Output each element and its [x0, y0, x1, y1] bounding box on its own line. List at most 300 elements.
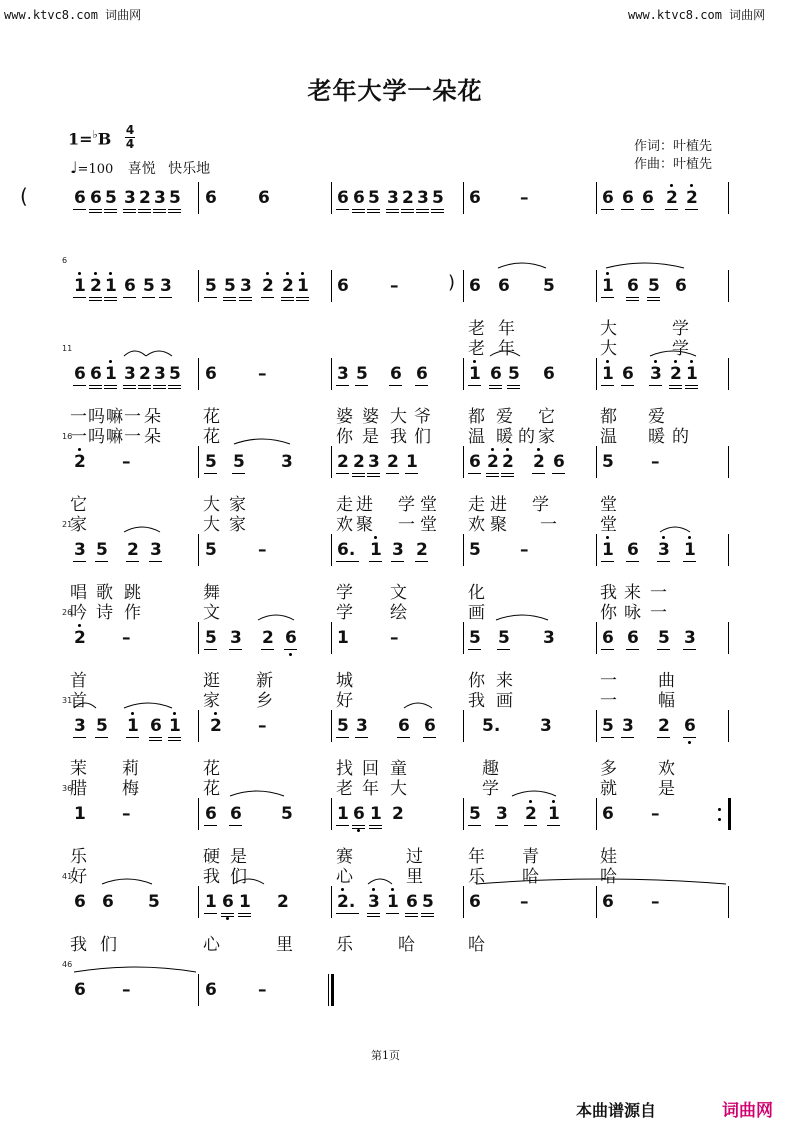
lyric-char: 赛: [336, 847, 353, 867]
note-1: 1: [205, 892, 217, 912]
note-5: 5: [648, 276, 660, 296]
lyric-char: 文: [203, 603, 220, 623]
note-5: 5: [148, 892, 160, 912]
note-6: 6: [627, 276, 639, 296]
note-3: 3: [281, 452, 293, 472]
note-5: 5: [602, 452, 614, 472]
note-5: 5: [508, 364, 520, 384]
note-1: 1: [406, 452, 418, 472]
lyric-char: 爱: [648, 407, 665, 427]
note-6: 6: [230, 804, 242, 824]
note-2: 2: [670, 364, 682, 384]
lyric-char: 爷: [414, 407, 431, 427]
note-2: 2: [387, 452, 399, 472]
slur: [146, 351, 172, 356]
note-6: 6: [337, 276, 349, 296]
page-title: 老年大学一朵花: [307, 77, 483, 105]
lyric-char: 爱: [496, 407, 513, 427]
lyric-char: 里: [406, 867, 423, 887]
note-6: 6: [469, 276, 481, 296]
note-3: 3: [356, 716, 368, 736]
note-5: 5: [96, 716, 108, 736]
note-5: 5: [368, 188, 380, 208]
note-6: 6: [74, 364, 86, 384]
lyric-char: 都: [600, 407, 617, 427]
note-5: 5: [422, 892, 434, 912]
watermark-left: www.ktvc8.com 词曲网: [4, 8, 142, 22]
lyric-char: 学: [672, 319, 689, 339]
measure-number: 26: [62, 608, 73, 617]
note-3: 3: [154, 188, 166, 208]
lyric-char: 是: [658, 779, 675, 799]
note-dash: –: [122, 980, 131, 1000]
measure-number: 46: [62, 960, 73, 969]
note-6: 6: [469, 892, 481, 912]
note-3: 3: [74, 540, 86, 560]
slur: [234, 439, 290, 444]
note-2: 2: [282, 276, 294, 296]
note-1: 1: [469, 364, 481, 384]
lyric-char: 温: [468, 427, 485, 447]
note-2: 2: [658, 716, 670, 736]
lyric-char: 是: [362, 427, 379, 447]
note-6: 6: [675, 276, 687, 296]
lyric-char: 嘛: [106, 427, 123, 447]
note-3: 3: [240, 276, 252, 296]
lyricist: 作词：叶植先: [634, 139, 713, 154]
note-6: 6: [602, 804, 614, 824]
lyric-char: 哈: [600, 867, 617, 887]
note-2: 2: [139, 364, 151, 384]
note-1: 1: [297, 276, 309, 296]
slur: [498, 263, 546, 268]
key-signature: 1=♭B: [68, 128, 112, 149]
note-2: 2: [487, 452, 499, 472]
note-6: 6: [398, 716, 410, 736]
note-6: 6: [74, 892, 86, 912]
page-number: 第1页: [371, 1049, 400, 1062]
slur: [606, 263, 684, 268]
note-5: 5: [96, 540, 108, 560]
note-6: 6: [124, 276, 136, 296]
note-5.: 5.: [482, 716, 501, 736]
note-3: 3: [650, 364, 662, 384]
note-6: 6: [353, 188, 365, 208]
note-5: 5: [105, 188, 117, 208]
lyric-char: 青: [522, 847, 539, 867]
lyric-char: 一: [398, 515, 415, 535]
note-dash: –: [651, 892, 660, 912]
lyric-char: 走: [336, 495, 353, 515]
note-6: 6: [490, 364, 502, 384]
lyric-char: 我: [390, 427, 407, 447]
lyric-char: 乐: [468, 867, 485, 887]
lyric-char: 堂: [600, 495, 617, 515]
note-1: 1: [387, 892, 399, 912]
note-6: 6: [337, 188, 349, 208]
note-6: 6: [684, 716, 696, 736]
slur: [124, 351, 146, 356]
note-2: 2: [525, 804, 537, 824]
measure-number: 11: [62, 344, 73, 353]
slur: [102, 879, 152, 884]
lyric-char: 都: [468, 407, 485, 427]
lyric-char: 我: [70, 935, 87, 955]
note-3: 3: [392, 540, 404, 560]
lyric-char: 画: [496, 691, 513, 711]
note-2: 2: [392, 804, 404, 824]
note-2: 2: [337, 452, 349, 472]
lyric-char: 乐: [70, 847, 87, 867]
slur: [496, 615, 548, 620]
note-1: 1: [602, 364, 614, 384]
lyric-char: 文: [390, 583, 407, 603]
slur: [124, 703, 172, 708]
note-3: 3: [124, 188, 136, 208]
lyric-char: 们: [414, 427, 431, 447]
note-6: 6: [102, 892, 114, 912]
slur: [660, 527, 690, 532]
lyric-char: 年: [468, 847, 485, 867]
repeat-close-paren: ): [448, 272, 456, 293]
lyric-char: 新: [256, 671, 273, 691]
lyric-char: 一: [70, 427, 87, 447]
note-3: 3: [230, 628, 242, 648]
lyric-char: 舞: [203, 583, 220, 603]
note-6.: 6.: [337, 540, 356, 560]
lyric-char: 来: [624, 583, 641, 603]
lyric-char: 曲: [658, 671, 675, 691]
lyric-char: 欢: [336, 515, 353, 535]
note-6: 6: [622, 364, 634, 384]
lyric-char: 趣: [482, 759, 499, 779]
lyric-char: 首: [70, 691, 87, 711]
note-6: 6: [74, 188, 86, 208]
lyric-char: 朵: [144, 407, 161, 427]
note-dash: –: [122, 452, 131, 472]
slur: [124, 527, 160, 532]
lyric-char: 大: [600, 319, 617, 339]
note-dash: –: [258, 540, 267, 560]
note-1: 1: [684, 540, 696, 560]
note-3: 3: [622, 716, 634, 736]
note-2: 2: [353, 452, 365, 472]
measure-number: 41: [62, 872, 73, 881]
note-2: 2: [210, 716, 222, 736]
measure-number: 16: [62, 432, 73, 441]
lyric-char: 好: [70, 867, 87, 887]
note-6: 6: [205, 804, 217, 824]
lyric-char: 诗: [96, 603, 113, 623]
note-1: 1: [105, 364, 117, 384]
site-logo: 词曲网: [722, 1101, 773, 1121]
lyric-char: 堂: [420, 515, 437, 535]
lyric-char: 跳: [124, 583, 141, 603]
note-2: 2: [74, 628, 86, 648]
note-dash: –: [520, 892, 529, 912]
note-1: 1: [105, 276, 117, 296]
note-6: 6: [553, 452, 565, 472]
lyric-char: 温: [600, 427, 617, 447]
lyric-char: 首: [70, 671, 87, 691]
note-6: 6: [258, 188, 270, 208]
note-6: 6: [543, 364, 555, 384]
lyric-char: 里: [276, 935, 293, 955]
lyric-char: 家: [538, 427, 555, 447]
lyric-char: 是: [230, 847, 247, 867]
note-5: 5: [543, 276, 555, 296]
note-3: 3: [496, 804, 508, 824]
slur: [74, 967, 196, 972]
note-6: 6: [390, 364, 402, 384]
lyric-char: 家: [70, 515, 87, 535]
note-2: 2: [127, 540, 139, 560]
lyric-char: 一: [540, 515, 557, 535]
lyric-char: 茉: [70, 759, 87, 779]
note-1: 1: [127, 716, 139, 736]
lyric-char: 走: [468, 495, 485, 515]
lyric-char: 咏: [624, 603, 641, 623]
lyric-char: 老: [468, 319, 485, 339]
lyric-char: 进: [490, 495, 507, 515]
note-1: 1: [548, 804, 560, 824]
lyric-char: 年: [498, 319, 515, 339]
note-5: 5: [143, 276, 155, 296]
lyric-char: 老: [336, 779, 353, 799]
slur: [512, 791, 556, 796]
note-dash: –: [390, 276, 399, 296]
note-2: 2: [533, 452, 545, 472]
note-2.: 2.: [337, 892, 356, 912]
note-6: 6: [627, 540, 639, 560]
lyric-char: 乡: [256, 691, 273, 711]
measure-number: 21: [62, 520, 73, 529]
note-1: 1: [74, 276, 86, 296]
note-6: 6: [205, 364, 217, 384]
lyric-char: 多: [600, 759, 617, 779]
note-3: 3: [124, 364, 136, 384]
lyric-char: 的: [672, 427, 689, 447]
lyric-char: 找: [336, 759, 353, 779]
note-3: 3: [160, 276, 172, 296]
note-6: 6: [285, 628, 297, 648]
note-1: 1: [169, 716, 181, 736]
lyric-char: 朵: [144, 427, 161, 447]
note-6: 6: [74, 980, 86, 1000]
lyric-char: 你: [336, 427, 353, 447]
lyric-char: 作: [124, 603, 141, 623]
note-6: 6: [90, 364, 102, 384]
note-3: 3: [387, 188, 399, 208]
lyric-char: 逛: [203, 671, 220, 691]
lyric-char: 欢: [658, 759, 675, 779]
note-6: 6: [622, 188, 634, 208]
lyric-char: 学: [336, 603, 353, 623]
lyric-char: 花: [203, 779, 220, 799]
measure-number: 36: [62, 784, 73, 793]
lyric-char: 堂: [420, 495, 437, 515]
lyric-char: 聚: [490, 515, 507, 535]
note-6: 6: [469, 188, 481, 208]
lyric-char: 一: [600, 671, 617, 691]
note-6: 6: [150, 716, 162, 736]
lyric-char: 就: [600, 779, 617, 799]
note-3: 3: [368, 452, 380, 472]
note-5: 5: [356, 364, 368, 384]
lyric-char: 你: [468, 671, 485, 691]
lyric-char: 们: [100, 935, 117, 955]
lyric-char: 学: [482, 779, 499, 799]
note-3: 3: [658, 540, 670, 560]
note-5: 5: [281, 804, 293, 824]
lyric-char: 幅: [658, 691, 675, 711]
lyric-char: 年: [498, 339, 515, 359]
lyric-char: 家: [229, 515, 246, 535]
note-5: 5: [469, 540, 481, 560]
note-6: 6: [222, 892, 234, 912]
lyric-char: 城: [336, 671, 353, 691]
note-2: 2: [502, 452, 514, 472]
lyric-char: 大: [203, 515, 220, 535]
lyric-char: 暖: [496, 427, 513, 447]
note-dash: –: [258, 716, 267, 736]
note-5: 5: [602, 716, 614, 736]
lyric-char: 学: [532, 495, 549, 515]
lyric-char: 大: [390, 407, 407, 427]
note-2: 2: [139, 188, 151, 208]
note-dash: –: [520, 188, 529, 208]
source-label: 本曲谱源自: [576, 1101, 657, 1120]
note-2: 2: [277, 892, 289, 912]
lyric-char: 年: [362, 779, 379, 799]
lyric-char: 娃: [600, 847, 617, 867]
note-2: 2: [262, 628, 274, 648]
note-1: 1: [602, 540, 614, 560]
note-6: 6: [642, 188, 654, 208]
note-5: 5: [498, 628, 510, 648]
note-3: 3: [417, 188, 429, 208]
lyric-char: 婆: [362, 407, 379, 427]
lyric-char: 老: [468, 339, 485, 359]
note-3: 3: [368, 892, 380, 912]
lyric-char: 花: [203, 759, 220, 779]
note-2: 2: [402, 188, 414, 208]
lyric-char: 婆: [336, 407, 353, 427]
note-5: 5: [658, 628, 670, 648]
lyric-char: 童: [390, 759, 407, 779]
note-5: 5: [205, 628, 217, 648]
note-dash: –: [258, 980, 267, 1000]
note-5: 5: [233, 452, 245, 472]
note-1: 1: [74, 804, 86, 824]
lyric-char: 唱: [70, 583, 87, 603]
note-1: 1: [239, 892, 251, 912]
time-signature: 4 4: [125, 123, 135, 151]
lyric-char: 化: [468, 583, 485, 603]
lyric-char: 歌: [96, 583, 113, 603]
note-6: 6: [424, 716, 436, 736]
lyric-char: 莉: [122, 759, 139, 779]
note-3: 3: [684, 628, 696, 648]
note-3: 3: [543, 628, 555, 648]
note-1: 1: [370, 540, 382, 560]
lyric-char: 们: [230, 867, 247, 887]
lyric-char: 来: [496, 671, 513, 691]
lyric-char: 我: [600, 583, 617, 603]
note-1: 1: [337, 628, 349, 648]
lyric-char: 吗: [88, 427, 105, 447]
lyric-char: 它: [538, 407, 555, 427]
lyric-char: 我: [203, 867, 220, 887]
lyric-char: 哈: [398, 935, 415, 955]
note-1: 1: [686, 364, 698, 384]
note-6: 6: [205, 188, 217, 208]
lyric-char: 嘛: [106, 407, 123, 427]
lyric-char: 绘: [390, 603, 407, 623]
watermark-right: www.ktvc8.com 词曲网: [628, 8, 766, 22]
note-2: 2: [686, 188, 698, 208]
note-dash: –: [122, 804, 131, 824]
lyric-char: 你: [600, 603, 617, 623]
lyric-char: 一: [124, 407, 141, 427]
lyric-char: 吟: [70, 603, 87, 623]
slur: [368, 879, 392, 884]
lyric-char: 好: [336, 691, 353, 711]
lyric-char: 我: [468, 691, 485, 711]
lyric-char: 吗: [88, 407, 105, 427]
note-6: 6: [469, 452, 481, 472]
repeat-open-paren: (: [20, 184, 28, 208]
note-3: 3: [540, 716, 552, 736]
measure-number: 31: [62, 696, 73, 705]
lyric-char: 大: [390, 779, 407, 799]
note-3: 3: [74, 716, 86, 736]
lyric-char: 腊: [70, 779, 87, 799]
note-5: 5: [169, 364, 181, 384]
note-6: 6: [406, 892, 418, 912]
lyric-char: 哈: [522, 867, 539, 887]
slur: [258, 615, 294, 620]
lyric-char: 一: [70, 407, 87, 427]
note-dash: –: [651, 452, 660, 472]
lyric-char: 学: [672, 339, 689, 359]
lyric-char: 它: [70, 495, 87, 515]
lyric-char: 学: [398, 495, 415, 515]
lyric-char: 心: [203, 935, 220, 955]
lyric-char: 画: [468, 603, 485, 623]
note-5: 5: [205, 276, 217, 296]
note-6: 6: [602, 628, 614, 648]
note-5: 5: [469, 804, 481, 824]
note-dash: –: [258, 364, 267, 384]
lyric-char: 暖: [648, 427, 665, 447]
lyric-char: 梅: [122, 779, 139, 799]
note-5: 5: [469, 628, 481, 648]
note-5: 5: [169, 188, 181, 208]
note-3: 3: [154, 364, 166, 384]
lyric-char: 的: [518, 427, 535, 447]
note-1: 1: [337, 804, 349, 824]
quarter-note-icon: ♩: [70, 158, 78, 177]
lyric-char: 堂: [600, 515, 617, 535]
lyric-char: 家: [229, 495, 246, 515]
lyric-char: 哈: [468, 935, 485, 955]
measure-number: 6: [62, 256, 68, 265]
note-2: 2: [90, 276, 102, 296]
composer: 作曲：叶植先: [634, 157, 713, 172]
lyric-char: 回: [362, 759, 379, 779]
note-dash: –: [390, 628, 399, 648]
